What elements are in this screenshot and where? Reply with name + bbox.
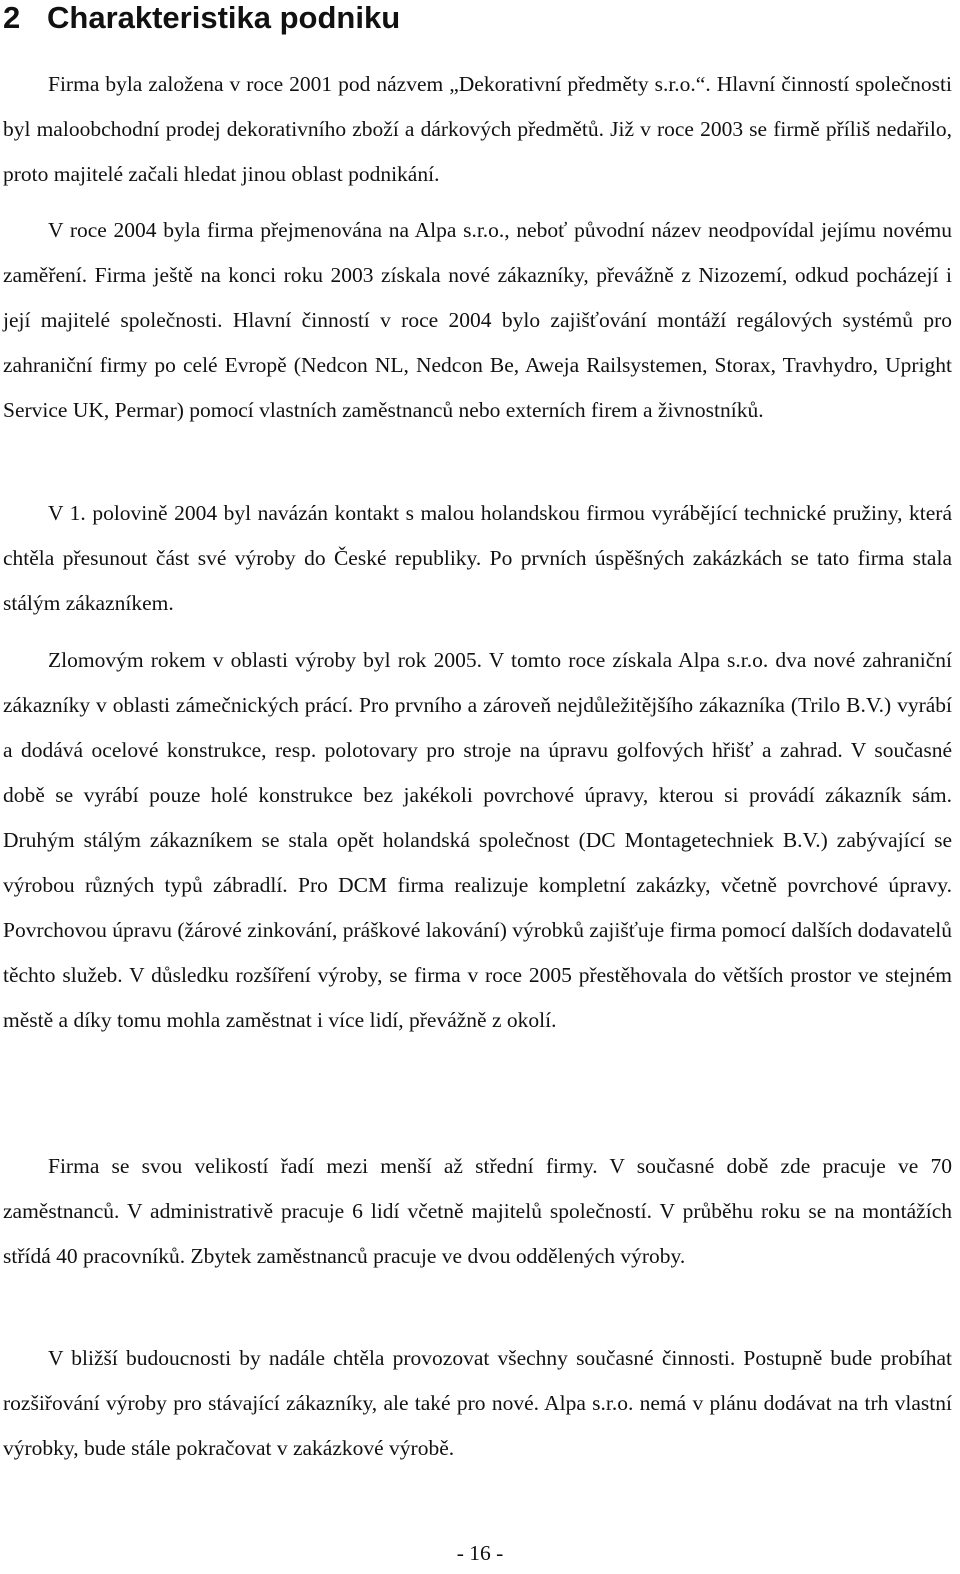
paragraph-future-plans: V bližší budoucnosti by nadále chtěla provozovat všechny současné činnosti. Postupně bude probíhat rozšiřování výroby pro stávající zákazníky, ale také pro nové. Alpa s.r.o. nemá v plánu dodávat na trh vlastní výrobky, bude stále pokračovat v zakázkové výrobě.: [3, 1346, 952, 1460]
section-number: 2: [3, 0, 21, 35]
paragraph-company-size: Firma se svou velikostí řadí mezi menší až střední firmy. V současné době zde pracuje ve 70 zaměstnanců. V administrativě pracuje 6 lidí včetně majitelů společností. V průběhu roku se na montážích střídá 40 pracovníků. Zbytek zaměstnanců pracuje ve dvou oddělených výroby.: [3, 1154, 952, 1268]
paragraph-founding: Firma byla založena v roce 2001 pod názvem „Dekorativní předměty s.r.o.“. Hlavní činností společnosti byl maloobchodní prodej dekorativního zboží a dárkových předmětů. Již v roce 2003 se firmě příliš nedařilo, proto majitelé začali hledat jinou oblast podnikání.: [3, 72, 952, 186]
paragraph-springs-customer: V 1. polovině 2004 byl navázán kontakt s malou holandskou firmou vyrábějící technické pružiny, která chtěla přesunout část své výroby do České republiky. Po prvních úspěšných zakázkách se tato firma stala stálým zákazníkem.: [3, 501, 952, 615]
section-title: Charakteristika podniku: [47, 0, 401, 35]
paragraph-renaming: V roce 2004 byla firma přejmenována na Alpa s.r.o., neboť původní název neodpovídal jejímu novému zaměření. Firma ještě na konci roku 2003 získala nové zákazníky, převážně z Nizozemí, odkud pocházejí i její majitelé společnosti. Hlavní činností v roce 2004 bylo zajišťování montáží regálových systémů pro zahraniční firmy po celé Evropě (Nedcon NL, Nedcon Be, Aweja Railsystemen, Storax, Travhydro, Upright Service UK, Permar) pomocí vlastních zaměstnanců nebo externích firem a živnostníků.: [3, 218, 952, 422]
section-heading: [3, 0, 400, 40]
page-number: - 16 -: [456, 1541, 504, 1565]
paragraph-turning-point-2005: Zlomovým rokem v oblasti výroby byl rok 2005. V tomto roce získala Alpa s.r.o. dva nové zahraniční zákazníky v oblasti zámečnických prácí. Pro prvního a zároveň nejdůležitějšího zákazníka (Trilo B.V.) vyrábí a dodává ocelové konstrukce, resp. polotovary pro stroje na úpravu golfových hřišť a zahrad. V současné době se vyrábí pouze holé konstrukce bez jakékoli povrchové úpravy, kterou si provádí zákazník sám. Druhým stálým zákazníkem se stala opět holandská společnost (DC Montagetechniek B.V.) zabývající se výrobou různých typů zábradlí. Pro DCM firma realizuje kompletní zakázky, včetně povrchové úpravy. Povrchovou úpravu (žárové zinkování, práškové lakování) výrobků zajišťuje firma pomocí dalších dodavatelů těchto služeb. V důsledku rozšíření výroby, se firma v roce 2005 přestěhovala do větších prostor ve stejném městě a díky tomu mohla zaměstnat i více lidí, převážně z okolí.: [3, 648, 952, 1032]
